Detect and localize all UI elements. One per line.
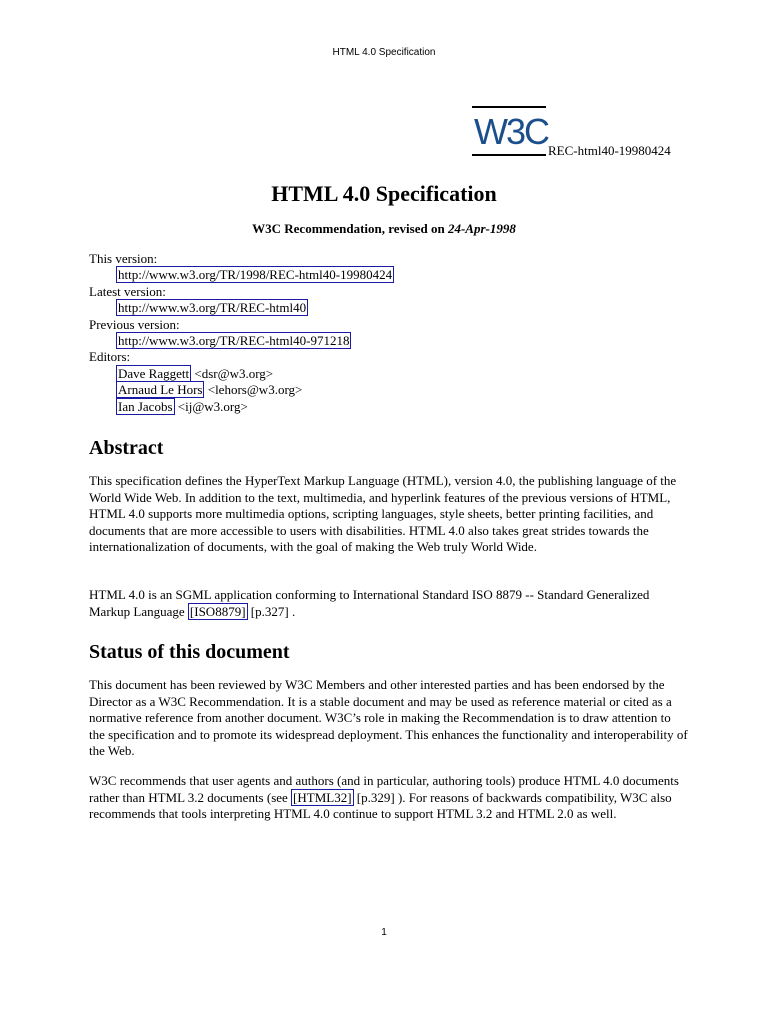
logo-rule-bottom xyxy=(472,154,546,156)
previous-version-link[interactable]: http://www.w3.org/TR/REC-html40-971218 xyxy=(118,333,350,349)
editor-email: <ij@w3.org> xyxy=(174,398,248,414)
page-title: HTML 4.0 Specification xyxy=(271,181,497,206)
abstract-p2-ref: [p.327] . xyxy=(247,603,296,619)
abstract-paragraph: This specification defines the HyperText Markup Language (HTML), version 4.0, the publishing language of the World Wide Web. In addition to the text, multimedia, and hyperlink features of the previous versions of HTML, HTML 4.0 supports more multimedia options, scripting languages, style sheets, better printing facilities, and documents that are more accessible to users with disabilities. HTML 4.0 also takes great strides towards the internationalization of documents, with the goal of making the Web truly World Wide. xyxy=(89,473,677,554)
running-header: HTML 4.0 Specification xyxy=(332,47,436,58)
editor-email: <dsr@w3.org> xyxy=(191,365,274,381)
status-p2-rest: [p.329] ). For reasons of backwards compatibility, W3C also recommends that tools interpreting HTML 4.0 continue to support HTML 3.2 and HTML 2.0 as well. xyxy=(89,789,672,821)
editor-entry xyxy=(89,366,394,382)
logo-rule-top xyxy=(472,106,546,108)
version-metadata xyxy=(89,251,394,415)
this-version-label: This version: xyxy=(89,251,158,266)
abstract-p2-text: HTML 4.0 is an SGML application conforming to International Standard ISO 8879 -- Standard Generalized Markup Language xyxy=(89,587,650,619)
this-version-link[interactable]: http://www.w3.org/TR/1998/REC-html40-19980424 xyxy=(118,267,393,283)
previous-version-label: Previous version: xyxy=(89,316,180,332)
status-paragraph-recommendation xyxy=(89,773,689,823)
editors-label: Editors: xyxy=(89,349,131,365)
subtitle xyxy=(0,221,768,237)
abstract-heading: Abstract xyxy=(89,437,164,459)
editor-email: <lehors@w3.org> xyxy=(204,382,303,398)
w3c-logo xyxy=(472,106,546,158)
editor-link-jacobs[interactable]: Ian Jacobs xyxy=(118,398,173,414)
latest-version-link[interactable]: http://www.w3.org/TR/REC-html40 xyxy=(118,300,307,316)
status-heading: Status of this document xyxy=(89,641,290,663)
page-number: 1 xyxy=(381,927,387,938)
status-paragraph: This document has been reviewed by W3C Members and other interested parties and has been endorsed by the Director as a W3C Recommendation. It is a stable document and may be used as reference material or cited as a normative reference from another document. W3C’s role in making the Recommendation is to draw attention to the specification and to promote its widespread deployment. This enhances the functionality and interoperability of the Web. xyxy=(89,677,688,758)
subtitle-date: 24-Apr-1998 xyxy=(447,221,516,236)
html32-link[interactable]: [HTML32] xyxy=(293,789,352,805)
abstract-paragraph-sgml xyxy=(89,587,689,620)
document-id: REC-html40-19980424 xyxy=(548,143,671,158)
editor-link-raggett[interactable]: Dave Raggett xyxy=(118,365,190,381)
editor-entry xyxy=(89,382,394,398)
iso8879-link[interactable]: [ISO8879] xyxy=(189,603,246,619)
latest-version-label: Latest version: xyxy=(89,283,166,299)
subtitle-prefix: W3C Recommendation, revised on xyxy=(252,221,448,236)
editor-link-lehors[interactable]: Arnaud Le Hors xyxy=(118,382,203,398)
w3c-logo-text: W3C xyxy=(474,111,548,152)
editor-entry xyxy=(89,399,394,415)
status-p2-text: W3C recommends that user agents and authors (and in particular, authoring tools) produce HTML 4.0 documents rather than HTML 3.2 documents (see xyxy=(89,773,679,805)
